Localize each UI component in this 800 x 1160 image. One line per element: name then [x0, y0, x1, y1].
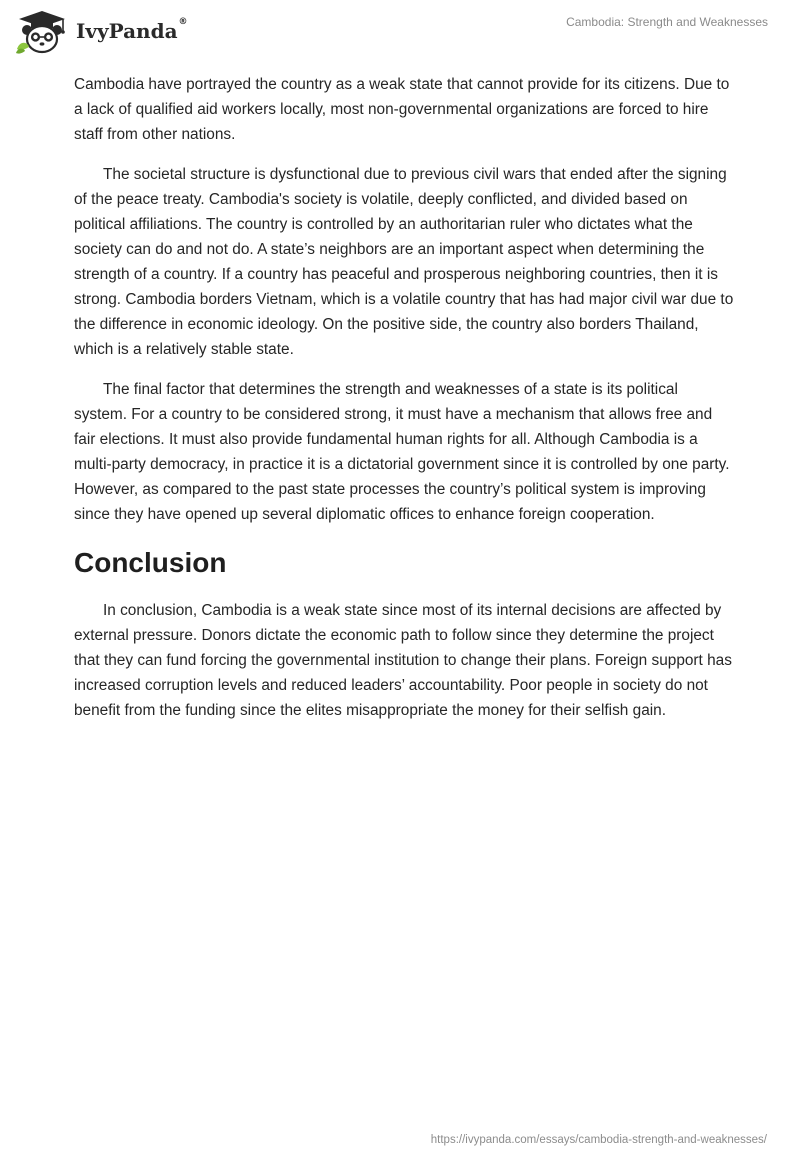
paragraph: The societal structure is dysfunctional due to previous civil wars that ended after the signing of the peace treaty. Cambodia's society is volatile, deeply conflicted, and divided based on political affiliations. The country is controlled by an authoritarian ruler who dictates what the society can do and not do. A state’s neighbors are an important aspect when determining the strength of a country. If a country has peaceful and prosperous neighboring countries, then it is strong. Cambodia borders Vietnam, which is a volatile country that has had major civil war due to the difference in economic ideology. On the positive side, the country also borders Thailand, which is a relatively stable state. [74, 166, 734, 358]
paragraph: The final factor that determines the strength and weaknesses of a state is its political system. For a country to be considered strong, it must have a mechanism that allows free and fair elections. It must also provide fundamental human rights for all. Although Cambodia is a multi-party democracy, in practice it is a dictatorial government since it is controlled by one party. However, as compared to the past state processes the country’s political system is improving since they have opened up several diplomatic offices to enhance foreign cooperation. [74, 381, 730, 523]
page-header [0, 0, 800, 66]
essay-body [74, 72, 734, 738]
source-url[interactable]: https://ivypanda.com/essays/cambodia-strength-and-weaknesses/ [430, 1134, 767, 1146]
panda-graduate-icon [14, 9, 70, 55]
paragraph: Cambodia have portrayed the country as a weak state that cannot provide for its citizens. Due to a lack of qualified aid workers locally, most non-governmental organizations are forced to hire staff from other nations. [74, 76, 730, 143]
ivypanda-logo[interactable] [14, 9, 214, 55]
brand-name: IvyPanda [76, 19, 178, 43]
document-title: Cambodia: Strength and Weaknesses [566, 15, 768, 29]
conclusion-heading: Conclusion [74, 547, 227, 578]
paragraph: In conclusion, Cambodia is a weak state since most of its internal decisions are affected by external pressure. Donors dictate the economic path to follow since they determine the project that they can fund forcing the governmental institution to change their plans. Foreign support has increased corruption levels and reduced leaders’ accountability. Poor people in society do not benefit from the funding since the elites misappropriate the money for their selfish gain. [74, 602, 732, 719]
registered-mark: ® [178, 17, 188, 27]
